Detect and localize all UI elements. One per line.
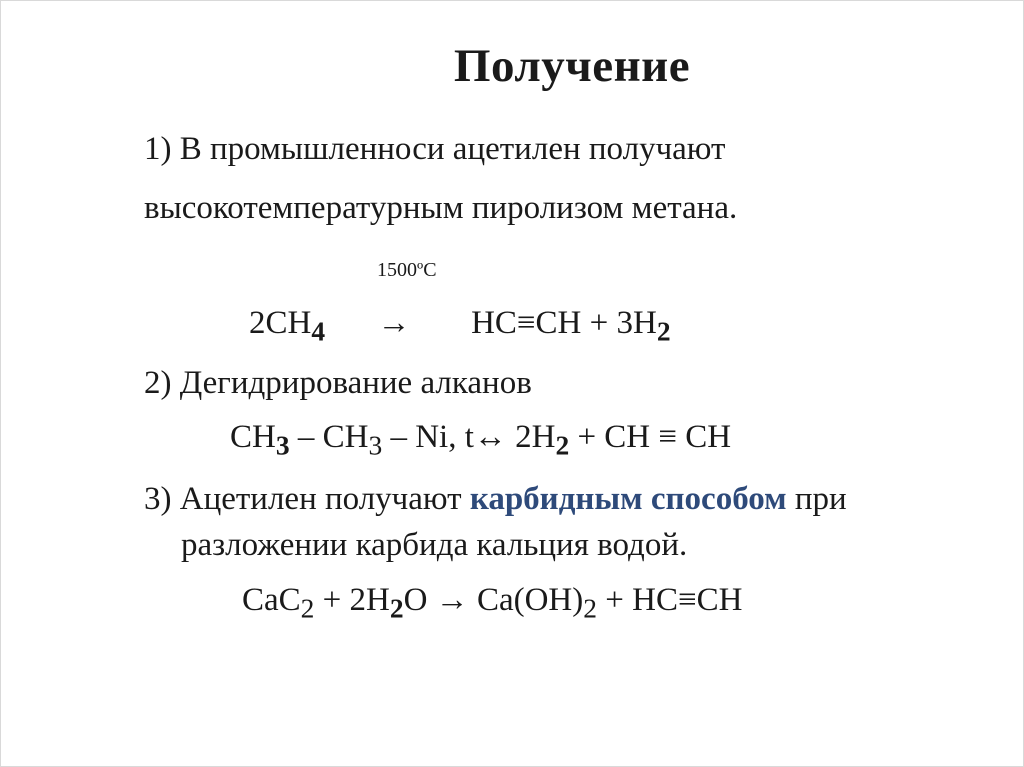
eq3-part-c: O → Ca(OH) [403,582,584,618]
item3-prefix: 3) Ацетилен получают [144,481,470,517]
eq2-sub-b: 3 [368,429,383,461]
eq3-part-d: + HC≡CH [597,582,743,618]
eq1-arrow: → [377,305,411,341]
slide-title: Получение [453,40,691,92]
equation-3 [242,582,742,625]
equation-2 [230,419,731,462]
item3-line1 [144,479,847,519]
eq3-part-b: + 2H [314,582,390,618]
item1-line2: высокотемпературным пиролизом метана. [144,190,738,226]
eq2-sub-c: 2 [555,429,570,461]
eq2-part-b: – CH [289,419,369,455]
eq2-part-a: CH [230,419,276,455]
eq2-part-c: – Ni, t↔ 2H [382,419,556,455]
eq1-right-sub: 2 [656,315,671,347]
eq1-left: 2CH [249,305,312,341]
reaction-condition-1500c: 1500ºC [377,259,437,281]
eq3-sub-b: 2 [389,592,404,624]
item2-line: 2) Дегидрирование алканов [144,365,532,401]
item3-highlight: карбидным способом [469,481,787,517]
eq2-part-d: + CH ≡ CH [569,419,732,455]
eq3-sub-a: 2 [300,592,315,624]
item1-line1: 1) В промышленноси ацетилен получают [144,131,726,167]
eq1-right: HC≡CH + 3H [471,305,657,341]
eq2-sub-a: 3 [275,429,290,461]
eq3-part-a: CaC [242,582,301,618]
eq1-left-sub: 4 [311,315,326,347]
item3-suffix: при [786,481,847,517]
eq3-sub-c: 2 [583,592,598,624]
item3-line2: разложении карбида кальция водой. [181,527,688,563]
equation-1 [249,305,671,348]
